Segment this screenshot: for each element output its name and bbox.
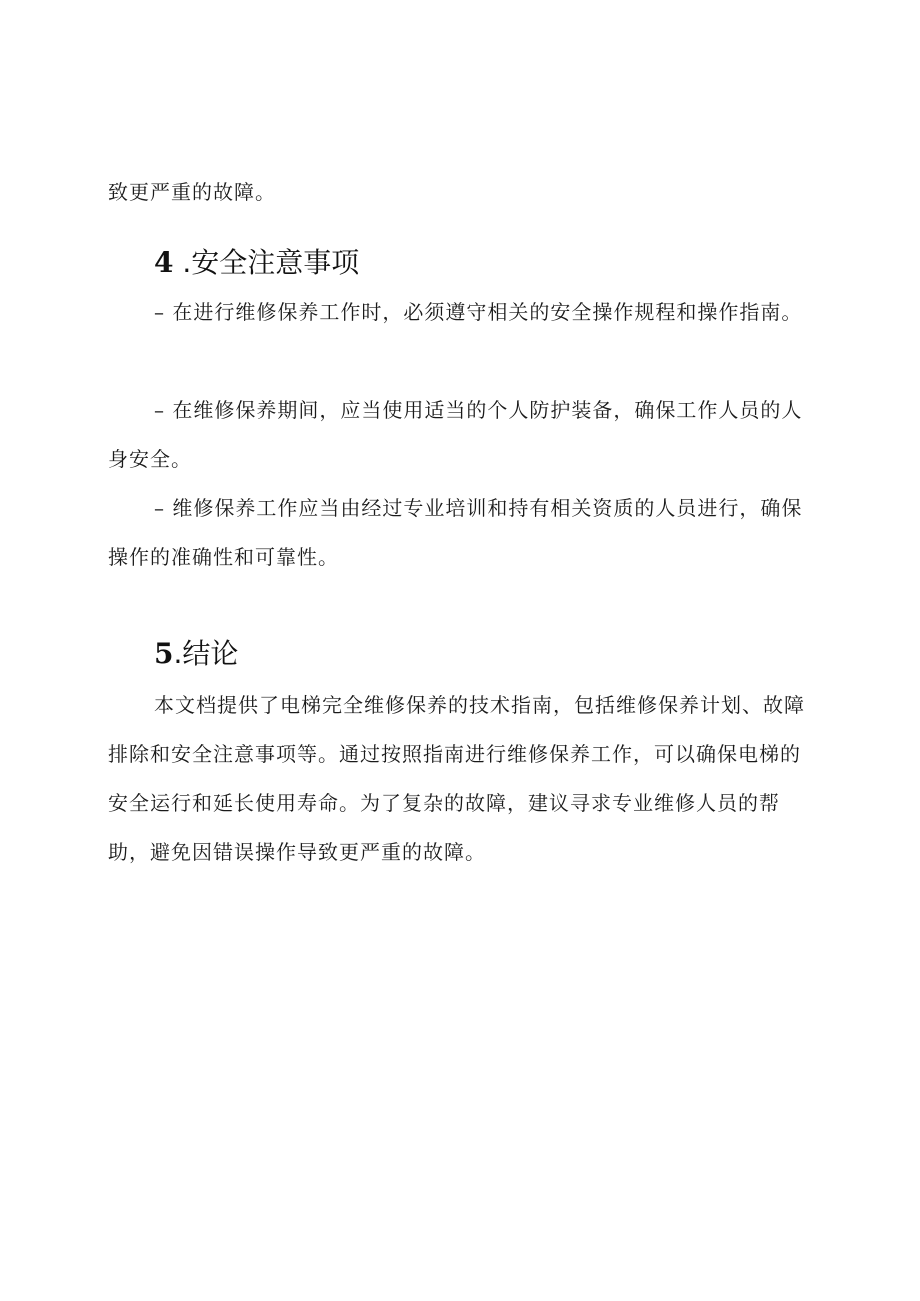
section-4-title: .安全注意事项 (173, 246, 360, 279)
conclusion-paragraph: 本文档提供了电梯完全维修保养的技术指南，包括维修保养计划、故障排除和安全注意事项等。通过按照指南进行维修保养工作，可以确保电梯的安全运行和延长使用寿命。为了复杂的故障，建议寻求专业维修人员的帮助，避免因错误操作导致更严重的故障。 (108, 693, 805, 864)
safety-item-3: – 维修保养工作应当由经过专业培训和持有相关资质的人员进行，确保操作的准确性和可靠性。 (108, 496, 803, 569)
continuation-paragraph: 致更严重的故障。 (108, 180, 276, 204)
section-5-number: 5 (154, 637, 174, 670)
section-5-heading (154, 636, 238, 672)
safety-item-1: – 在进行维修保养工作时，必须遵守相关的安全操作规程和操作指南。 (154, 300, 803, 324)
section-4-heading (154, 245, 359, 281)
section-4-number: 4 (154, 246, 174, 279)
section-5-title: .结论 (173, 637, 239, 670)
safety-item-2: – 在维修保养期间，应当使用适当的个人防护装备，确保工作人员的人身安全。 (108, 398, 803, 471)
